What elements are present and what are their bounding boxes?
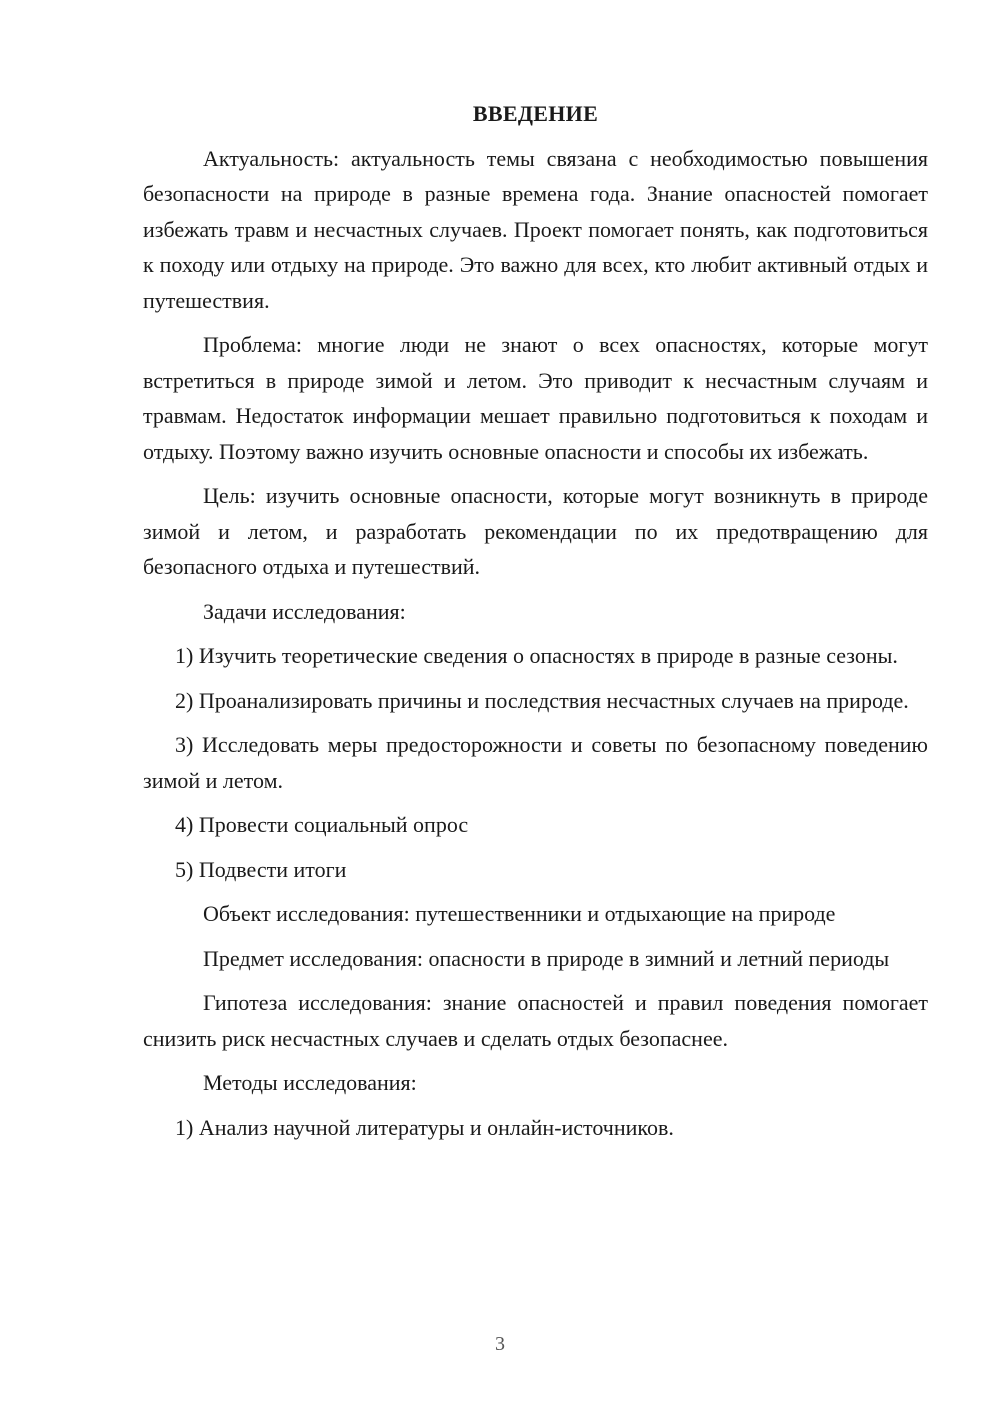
paragraph-goal: Цель: изучить основные опасности, которые могут возникнуть в природе зимой и летом, и разработать рекомендации по их предотвращению для безопасного отдыха и путешествий.	[143, 483, 928, 579]
tasks-heading: Задачи исследования:	[203, 598, 406, 624]
task-item-3: 3) Исследовать меры предосторожности и советы по безопасному поведению зимой и летом.	[143, 732, 928, 793]
task-item-5: 5) Подвести итоги	[175, 856, 347, 882]
document-page	[143, 96, 928, 1154]
method-item-1: 1) Анализ научной литературы и онлайн-источников.	[175, 1114, 674, 1140]
research-subject: Предмет исследования: опасности в природе в зимний и летний периоды	[203, 945, 890, 971]
task-item-1: 1) Изучить теоретические сведения о опасностях в природе в разные сезоны.	[175, 643, 898, 668]
task-item-4: 4) Провести социальный опрос	[175, 812, 469, 837]
section-title: ВВЕДЕНИЕ	[472, 101, 599, 126]
paragraph-relevance: Актуальность: актуальность темы связана с необходимостью повышения безопасности на природе в разные времена года. Знание опасностей помогает избежать травм и несчастных случаев. Проект помогает понять, как подготовиться к походу или отдыху на природе. Это важно для всех, кто любит активный отдых и путешествия.	[143, 145, 928, 313]
methods-heading: Методы исследования:	[203, 1070, 417, 1095]
research-hypothesis: Гипотеза исследования: знание опасностей и правил поведения помогает снизить риск несчастных случаев и сделать отдых безопаснее.	[143, 990, 928, 1051]
paragraph-problem: Проблема: многие люди не знают о всех опасностях, которые могут встретиться в природе зимой и летом. Это приводит к несчастным случаям и травмам. Недостаток информации мешает правильно подготовиться к походам и отдыху. Поэтому важно изучить основные опасности и способы их избежать.	[143, 332, 928, 464]
research-object: Объект исследования: путешественники и отдыхающие на природе	[203, 901, 836, 926]
task-item-2: 2) Проанализировать причины и последствия несчастных случаев на природе.	[175, 687, 909, 713]
page-number: 3	[495, 1333, 505, 1355]
